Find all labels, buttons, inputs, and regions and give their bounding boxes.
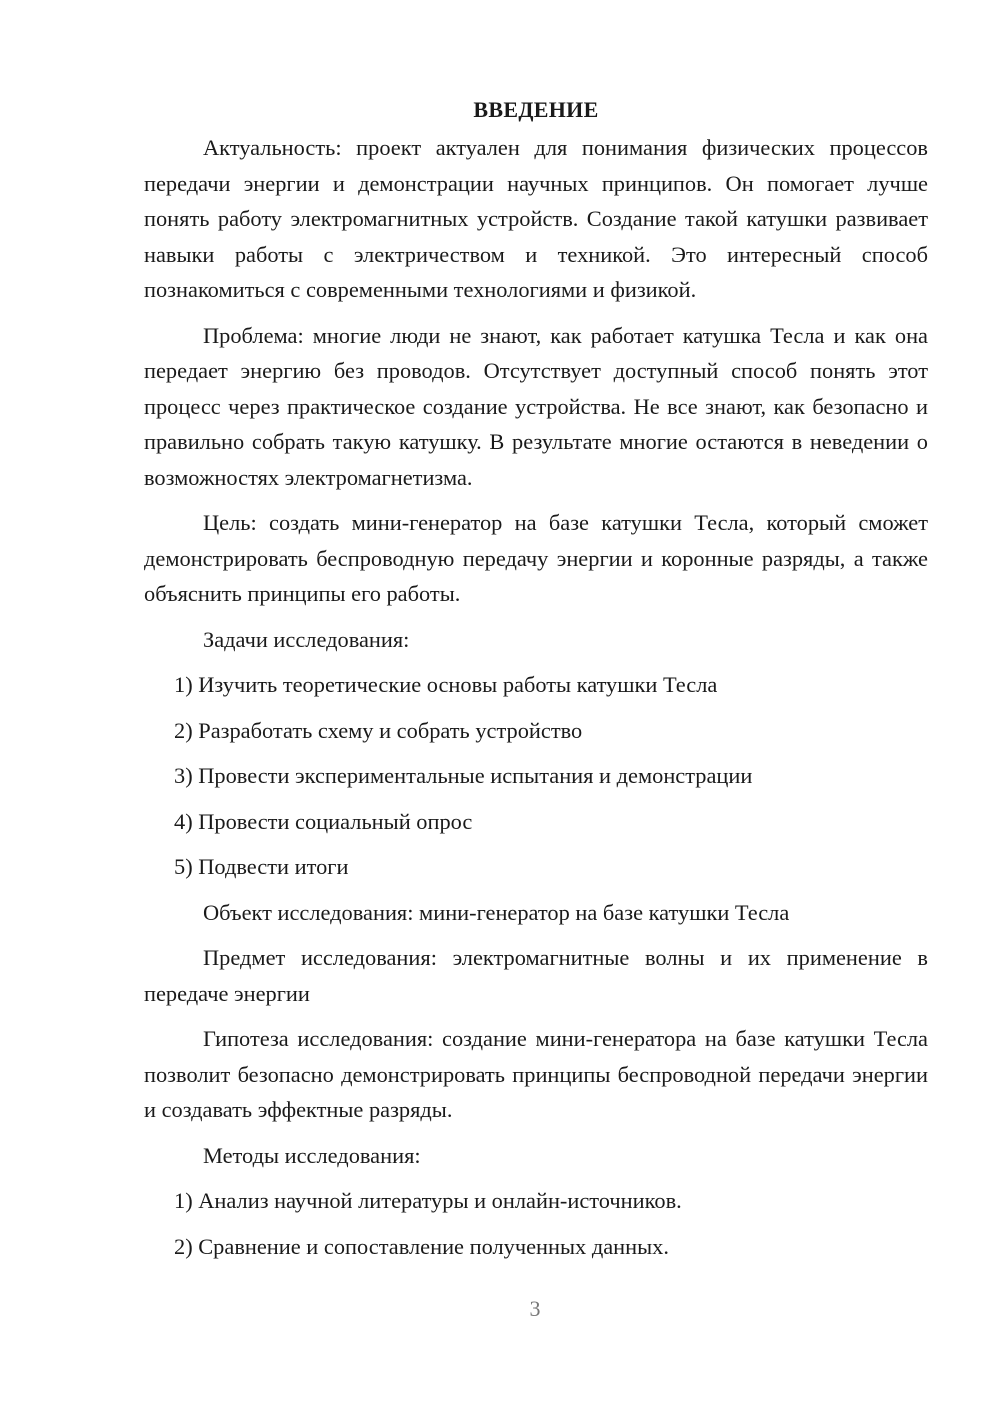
document-page [144, 92, 928, 1274]
subject-paragraph: Предмет исследования: электромагнитные волны и их применение в передаче энергии [144, 945, 928, 1006]
task-item: 4) Провести социальный опрос [174, 808, 473, 834]
methods-list [144, 1183, 928, 1264]
method-item: 1) Анализ научной литературы и онлайн-источников. [174, 1188, 682, 1213]
goal-paragraph: Цель: создать мини-генератор на базе катушки Тесла, который сможет демонстрировать беспроводную передачу энергии и коронные разряды, а также объяснить принципы его работы. [144, 510, 928, 606]
tasks-list [144, 667, 928, 885]
problem-paragraph: Проблема: многие люди не знают, как работает катушка Тесла и как она передает энергию без проводов. Отсутствует доступный способ понять этот процесс через практическое создание устройства. Не все знают, как безопасно и правильно собрать такую катушку. В результате многие остаются в неведении о возможностях электромагнетизма. [144, 322, 928, 490]
object-paragraph: Объект исследования: мини-генератор на базе катушки Тесла [203, 899, 790, 925]
methods-heading: Методы исследования: [203, 1142, 421, 1168]
document-title: ВВЕДЕНИЕ [473, 97, 599, 122]
method-item: 2) Сравнение и сопоставление полученных данных. [174, 1233, 669, 1259]
task-item: 5) Подвести итоги [174, 854, 349, 879]
relevance-paragraph: Актуальность: проект актуален для понимания физических процессов передачи энергии и демонстрации научных принципов. Он помогает лучше понять работу электромагнитных устройств. Создание такой катушки развивает навыки работы с электричеством и техникой. Это интересный способ познакомиться с современными технологиями и физикой. [144, 135, 928, 302]
task-item: 3) Провести экспериментальные испытания и демонстрации [174, 763, 753, 788]
page-number: 3 [529, 1296, 541, 1321]
hypothesis-paragraph: Гипотеза исследования: создание мини-генератора на базе катушки Тесла позволит безопасно демонстрировать принципы беспроводной передачи энергии и создавать эффектные разряды. [144, 1026, 928, 1122]
task-item: 2) Разработать схему и собрать устройство [174, 717, 583, 743]
tasks-heading: Задачи исследования: [203, 626, 410, 652]
task-item: 1) Изучить теоретические основы работы катушки Тесла [174, 672, 718, 697]
